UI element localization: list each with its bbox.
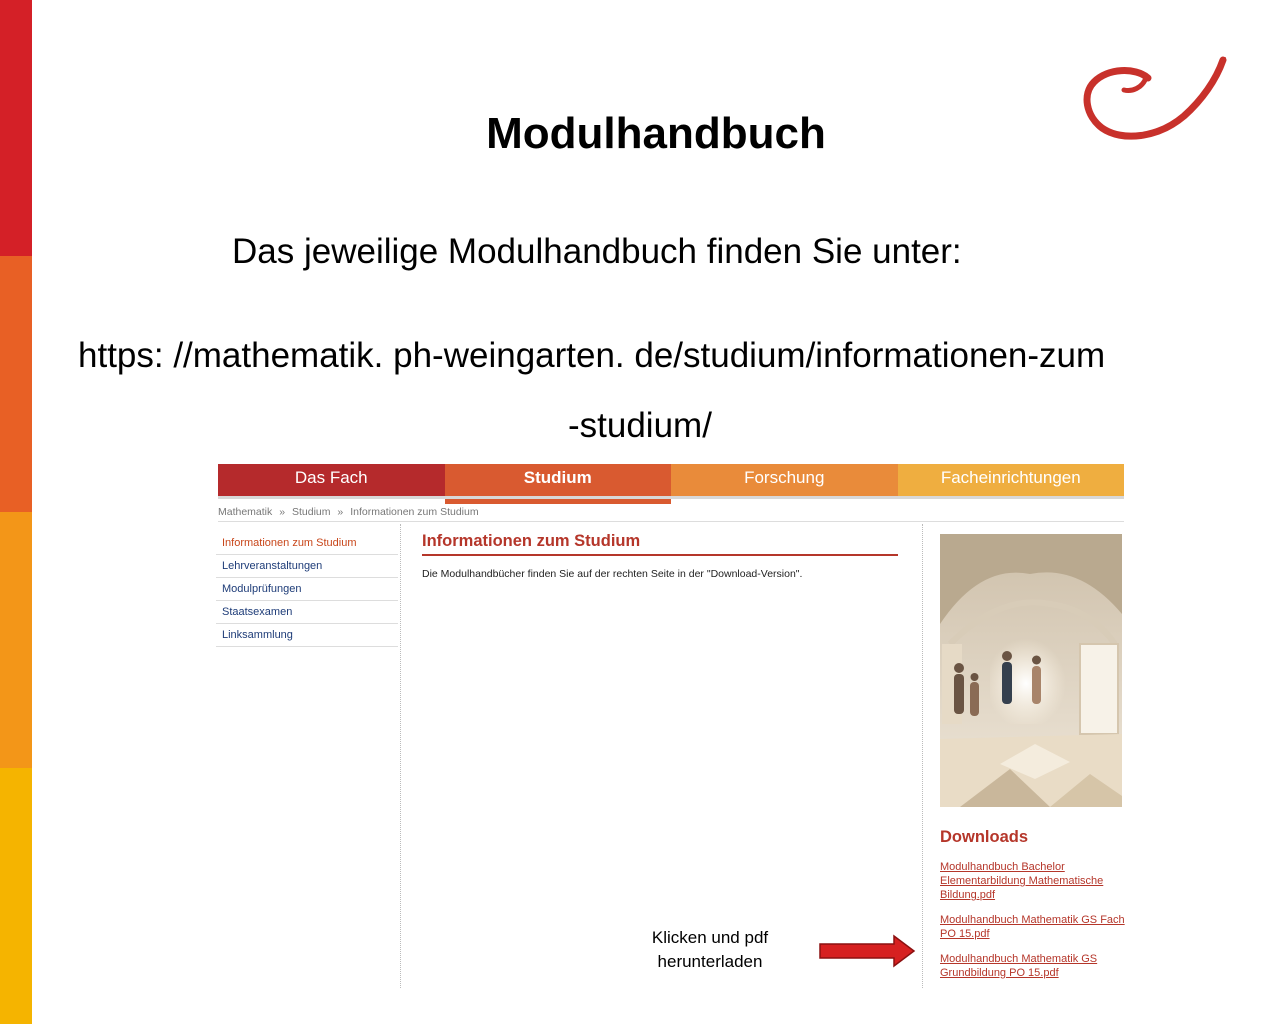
side-menu-item-linksammlung[interactable]: Linksammlung xyxy=(216,624,398,647)
content-text: Die Modulhandbücher finden Sie auf der rechten Seite in der "Download-Version". xyxy=(422,568,803,580)
breadcrumb-link-mathematik[interactable]: Mathematik xyxy=(218,506,273,518)
column-divider-left xyxy=(400,524,401,988)
nav-tab-label: Studium xyxy=(523,468,592,487)
nav-tab-das-fach[interactable] xyxy=(218,464,445,496)
stripe-red xyxy=(0,0,32,256)
side-menu-item-informationen[interactable]: Informationen zum Studium xyxy=(216,532,398,555)
breadcrumb-current: Informationen zum Studium xyxy=(350,506,479,518)
slide-subtitle: Das jeweilige Modulhandbuch finden Sie unter: xyxy=(232,232,962,271)
content-heading: Informationen zum Studium xyxy=(422,532,898,556)
stripe-orange xyxy=(0,256,32,512)
breadcrumb-separator: » xyxy=(337,506,344,518)
click-instruction-line-2: herunterladen xyxy=(657,952,763,971)
url-text-line-2: -studium/ xyxy=(568,406,712,445)
download-link-gs-fach[interactable]: Modulhandbuch Mathematik GS Fach PO 15.pdf xyxy=(940,914,1125,940)
breadcrumb xyxy=(218,506,1124,522)
nav-tab-label: Forschung xyxy=(744,468,825,487)
download-link-bachelor[interactable]: Modulhandbuch Bachelor Elementarbildung Mathematische Bildung.pdf xyxy=(940,861,1104,901)
url-text-line-1: https: //mathematik. ph-weingarten. de/studium/informationen-zum xyxy=(78,336,1106,375)
nav-tab-forschung[interactable] xyxy=(671,464,898,496)
downloads-heading: Downloads xyxy=(940,828,1029,846)
stripe-light-orange xyxy=(0,512,32,768)
side-menu-item-lehrveranstaltungen[interactable]: Lehrveranstaltungen xyxy=(216,555,398,578)
column-divider-right xyxy=(922,524,923,988)
click-instruction xyxy=(630,926,790,974)
nav-tab-label: Das Fach xyxy=(294,468,368,487)
click-instruction-line-1: Klicken und pdf xyxy=(651,928,769,947)
slide-title: Modulhandbuch xyxy=(486,109,826,158)
stripe-yellow xyxy=(0,768,32,1024)
download-link-gs-grundbildung[interactable]: Modulhandbuch Mathematik GS Grundbildung PO 15.pdf xyxy=(940,953,1098,979)
website-screenshot xyxy=(216,464,1124,988)
left-color-stripe xyxy=(0,0,32,1024)
breadcrumb-link-studium[interactable]: Studium xyxy=(291,506,331,518)
side-menu-item-modulpruefungen[interactable]: Modulprüfungen xyxy=(216,578,398,601)
breadcrumb-separator: » xyxy=(279,506,286,518)
nav-tab-facheinrichtungen[interactable] xyxy=(898,464,1125,496)
side-menu-item-staatsexamen[interactable]: Staatsexamen xyxy=(216,601,398,624)
arrow-right-icon xyxy=(818,934,918,968)
corridor-photo xyxy=(940,534,1122,807)
side-menu xyxy=(216,532,398,647)
nav-underline xyxy=(218,496,1124,499)
nav-tab-label: Facheinrichtungen xyxy=(940,468,1081,487)
